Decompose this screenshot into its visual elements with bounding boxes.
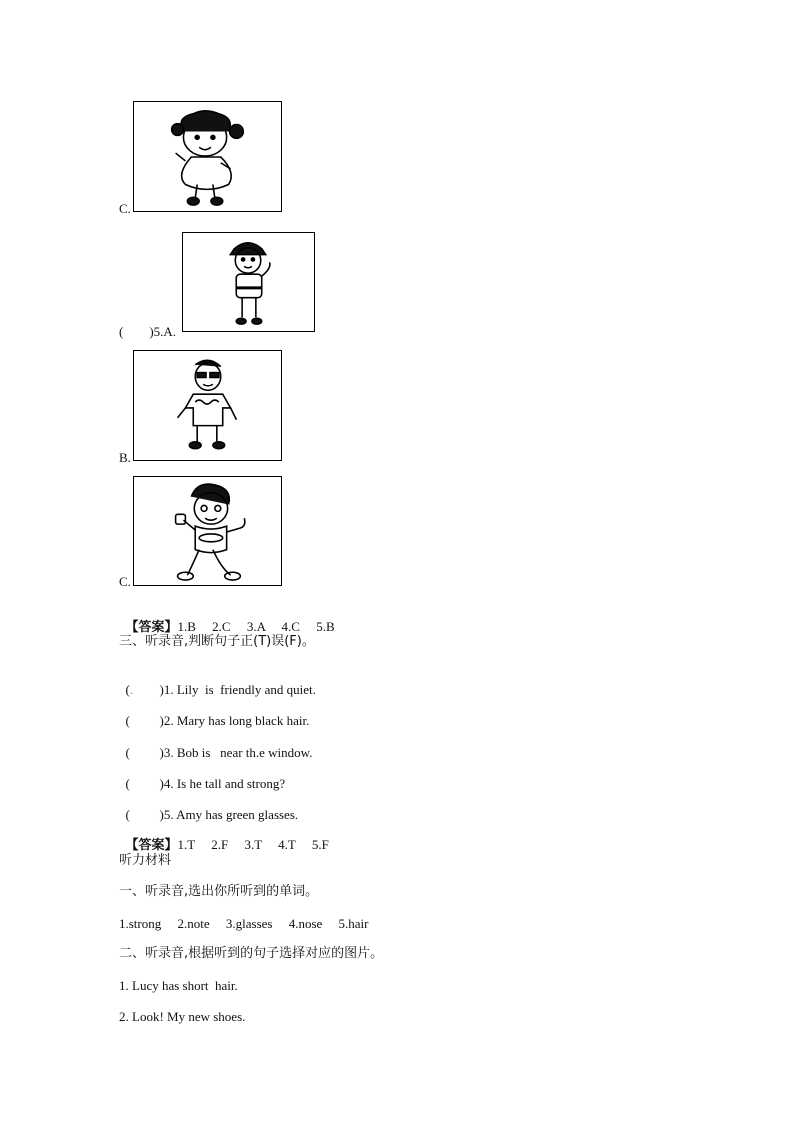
section3-item-2 [119,697,309,729]
answer-mark: 【答案】 [125,620,178,635]
listening-part2-line-1: 1. Lucy has short hair. [119,978,238,993]
listening-part2-heading: 二、听录音,根据听到的句子选择对应的图片。 [119,946,384,961]
answer-text: 1.T 2.F 3.T 4.T 5.F [177,837,329,852]
girl-pigtails-drawing-icon [134,102,281,211]
listening-part1-words: 1.strong 2.note 3.glasses 4.nose 5.hair [119,916,369,931]
option-c-label-2: C. [119,574,131,589]
boy-sunglasses-drawing-icon [134,351,281,460]
section3-item-5 [119,791,298,823]
section3-heading: 三、听录音,判断句子正(T)误(F)。 [119,634,315,649]
answer-line-part3 [119,821,329,854]
answer-paren: (. [125,682,134,697]
listening-part1-heading: 一、听录音,选出你所听到的单词。 [119,884,319,899]
item-text: )5. Amy has green glasses. [159,807,299,822]
option-5a-label: ( )5.A. [119,324,177,339]
boy-cap-drawing-icon [183,233,314,331]
item-text: )3. Bob is near th.e window. [159,745,313,760]
answer-mark: 【答案】 [125,838,178,853]
section3-item-1 [119,666,316,698]
answer-line-part2 [119,603,335,636]
option-b-label: B. [119,450,131,465]
answer-paren: ( [125,807,130,822]
item-text: )1. Lily is friendly and quiet. [159,682,316,697]
listening-title: 听力材料 [119,853,172,868]
option-c-picture-boy-thumbs [133,476,282,586]
answer-paren: ( [125,776,130,791]
option-5a-picture-boy-cap [182,232,315,332]
section3-item-3 [119,729,312,761]
listening-part2-line-2: 2. Look! My new shoes. [119,1009,246,1024]
option-b-picture-boy-sunglasses [133,350,282,461]
item-text: )2. Mary has long black hair. [159,713,310,728]
option-c-picture-girl [133,101,282,212]
answer-text: 1.B 2.C 3.A 4.C 5.B [177,619,335,634]
section3-item-4 [119,760,285,792]
boy-thumbs-up-drawing-icon [134,477,281,585]
item-text: )4. Is he tall and strong? [159,776,286,791]
answer-paren: ( [125,745,130,760]
option-c-label: C. [119,201,131,216]
answer-paren: ( [125,713,130,728]
